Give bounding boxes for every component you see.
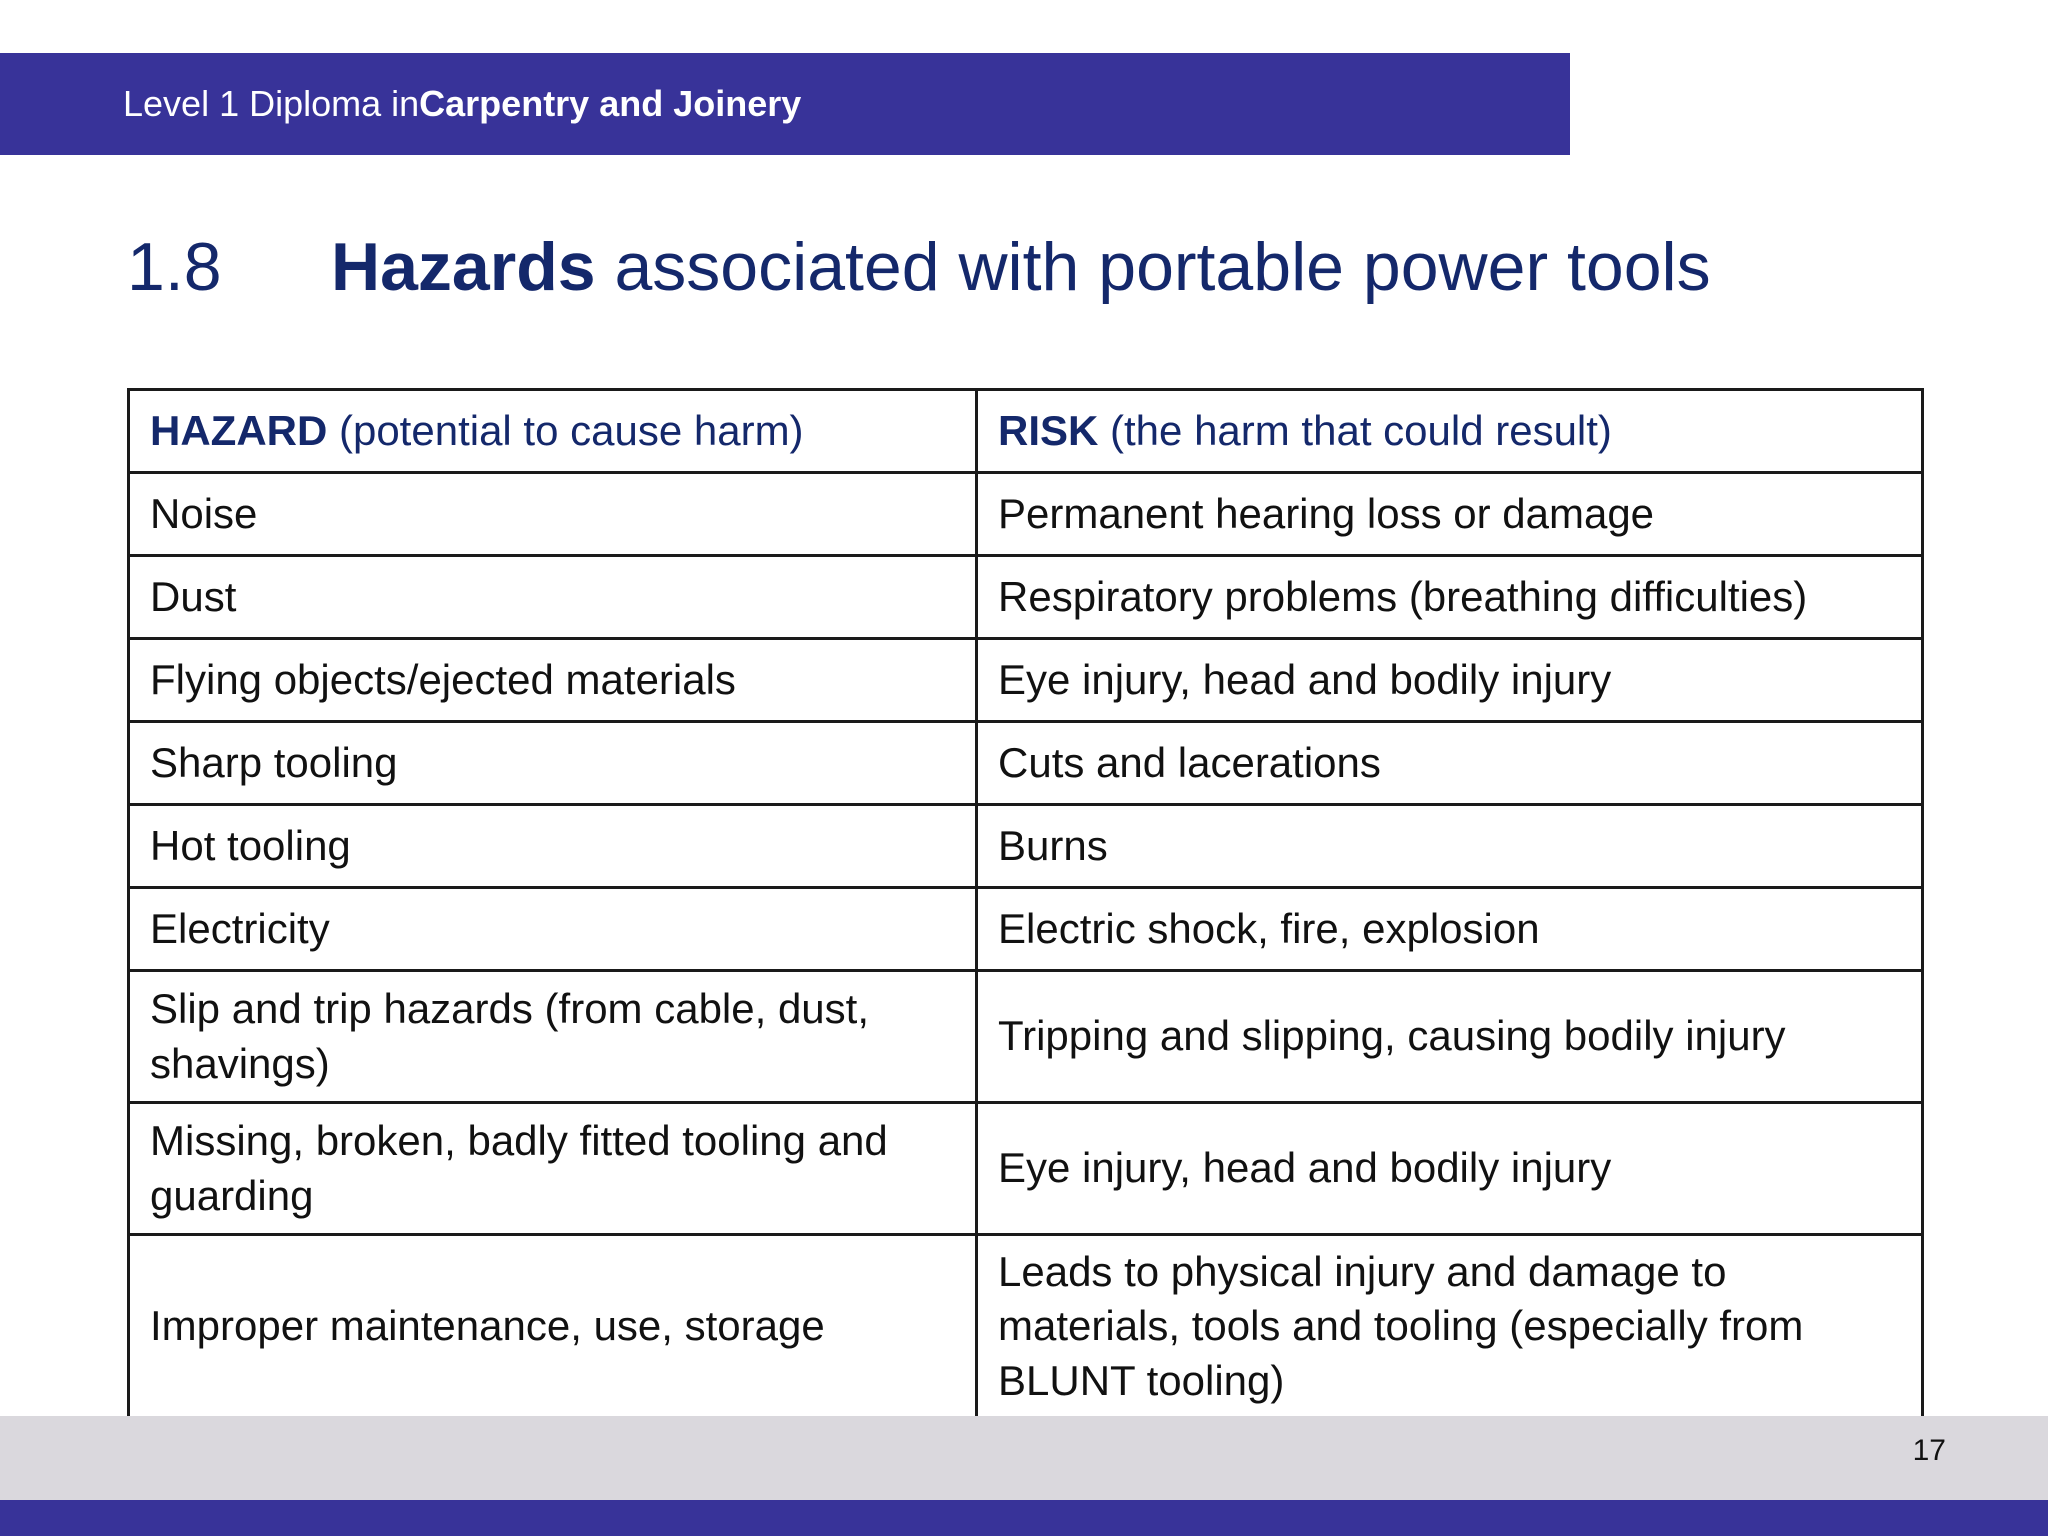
risk-header-bold: RISK [998,406,1099,454]
risk-cell: Permanent hearing loss or damage [977,473,1923,556]
table-row [129,473,1923,556]
table-header-row [129,390,1923,473]
hazard-cell: Dust [129,556,977,639]
hazard-cell: Flying objects/ejected materials [129,639,977,722]
risk-cell: Eye injury, head and bodily injury [977,639,1923,722]
table-row [129,1103,1923,1235]
title-emphasis: Hazards [331,229,596,305]
hazard-cell: Electricity [129,888,977,971]
risk-column-header [977,390,1923,473]
hazard-cell: Sharp tooling [129,722,977,805]
hazard-cell: Noise [129,473,977,556]
header-prefix: Level 1 Diploma in [123,83,420,124]
risk-cell: Respiratory problems (breathing difficulties) [977,556,1923,639]
risk-cell: Tripping and slipping, causing bodily injury [977,971,1923,1103]
table-row [129,556,1923,639]
hazard-column-header [129,390,977,473]
table-row [129,639,1923,722]
hazard-cell: Slip and trip hazards (from cable, dust, shavings) [129,971,977,1103]
page-number: 17 [1912,1434,1946,1467]
hazard-header-bold: HAZARD [150,406,328,454]
hazard-cell: Improper maintenance, use, storage [129,1235,977,1419]
hazard-header-rest: (potential to cause harm) [327,406,804,454]
risk-cell: Leads to physical injury and damage to materials, tools and tooling (especially from BLUNT tooling) [977,1235,1923,1419]
page-title [127,222,1711,312]
risk-cell: Burns [977,805,1923,888]
hazard-cell: Hot tooling [129,805,977,888]
table-row [129,971,1923,1103]
risk-cell: Cuts and lacerations [977,722,1923,805]
header-course: Carpentry and Joinery [419,83,802,124]
bottom-band [0,1500,2048,1536]
table-row [129,722,1923,805]
risk-header-rest: (the harm that could result) [1098,406,1612,454]
table-row [129,888,1923,971]
header-bar [0,53,1570,155]
hazard-cell: Missing, broken, badly fitted tooling and guarding [129,1103,977,1235]
table-row [129,1235,1923,1419]
table-row [129,805,1923,888]
hazard-risk-table [127,388,1924,1420]
section-number: 1.8 [127,229,222,305]
footer-bar [0,1416,2048,1500]
title-rest: associated with portable power tools [595,229,1711,305]
risk-cell: Electric shock, fire, explosion [977,888,1923,971]
risk-cell: Eye injury, head and bodily injury [977,1103,1923,1235]
